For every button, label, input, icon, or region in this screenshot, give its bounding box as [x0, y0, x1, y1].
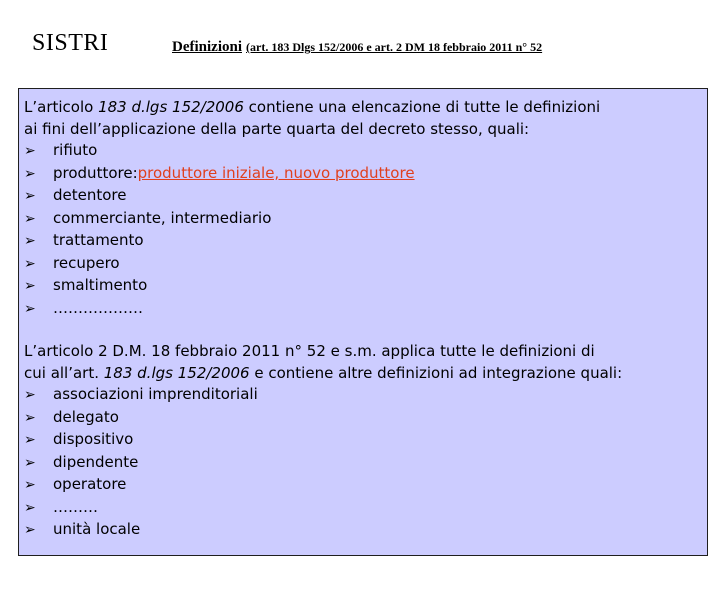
arrow-bullet-icon: ➢: [24, 255, 36, 272]
section-spacer: [24, 320, 707, 341]
list-item: [24, 519, 707, 542]
intro-text: e contiene altre definizioni ad integrazione quali:: [249, 363, 623, 382]
list-item: [24, 298, 707, 321]
arrow-bullet-icon: ➢: [24, 143, 36, 159]
item-text: ………………: [53, 298, 143, 317]
intro-text: cui all’art.: [24, 363, 104, 382]
list-item: [24, 163, 707, 186]
list-item: [24, 452, 707, 475]
arrow-bullet-icon: ➢: [24, 210, 36, 227]
page-title: [172, 38, 542, 56]
list-item: [24, 253, 707, 276]
item-text: operatore: [53, 475, 127, 493]
intro-text: ai fini dell’applicazione della parte quarta del decreto stesso, quali:: [24, 119, 530, 138]
arrow-bullet-icon: ➢: [24, 499, 36, 516]
law-reference: 183 d.lgs 152/2006: [98, 98, 244, 116]
arrow-bullet-icon: ➢: [24, 188, 36, 204]
item-text: produttore:: [53, 163, 138, 182]
item-text: trattamento: [53, 231, 144, 249]
arrow-bullet-icon: ➢: [24, 300, 36, 317]
item-text: rifiuto: [53, 141, 98, 159]
list-item: [24, 140, 707, 163]
item-text: commerciante, intermediario: [53, 208, 272, 227]
section2-intro: [24, 341, 707, 384]
list-item: [24, 384, 707, 407]
sistri-logo: SISTRI: [32, 30, 109, 56]
list-item: [24, 429, 707, 452]
arrow-bullet-icon: ➢: [24, 477, 36, 493]
arrow-bullet-icon: ➢: [24, 522, 36, 538]
arrow-bullet-icon: ➢: [24, 278, 36, 294]
intro-text: contiene una elencazione di tutte le definizioni: [243, 98, 601, 116]
law-reference: 183 d.lgs 152/2006: [103, 363, 250, 382]
arrow-bullet-icon: ➢: [24, 387, 36, 403]
item-text: delegato: [53, 407, 119, 426]
item-text: dipendente: [53, 452, 139, 471]
item-text: smaltimento: [53, 276, 148, 294]
title-main: Definizioni: [172, 39, 242, 55]
item-text: dispositivo: [53, 430, 134, 448]
item-text: detentore: [53, 186, 127, 204]
item-text: ………: [53, 497, 98, 516]
arrow-bullet-icon: ➢: [24, 454, 36, 471]
list-item: [24, 230, 707, 253]
intro-text: L’articolo 2 D.M. 18 febbraio 2011 n° 52 e s.m. applica tutte le definizioni di: [24, 342, 595, 360]
list-item: [24, 275, 707, 298]
title-subtitle: (art. 183 Dlgs 152/2006 e art. 2 DM 18 febbraio 2011 n° 52: [246, 40, 543, 54]
intro-text: L’articolo: [24, 98, 99, 116]
item-text: associazioni imprenditoriali: [53, 385, 258, 403]
list-item: [24, 185, 707, 208]
item-text: unità locale: [53, 520, 141, 538]
arrow-bullet-icon: ➢: [24, 233, 36, 249]
list-item: [24, 208, 707, 231]
arrow-bullet-icon: ➢: [24, 432, 36, 448]
produttore-link[interactable]: produttore iniziale, nuovo produttore: [137, 163, 415, 182]
list-item: [24, 497, 707, 520]
item-text: recupero: [53, 253, 120, 272]
definitions-panel: [18, 88, 708, 556]
list-item: [24, 407, 707, 430]
section1-intro: [24, 97, 707, 140]
list-item: [24, 474, 707, 497]
section2-list: [24, 384, 707, 542]
arrow-bullet-icon: ➢: [24, 409, 36, 426]
section1-list: [24, 140, 707, 320]
arrow-bullet-icon: ➢: [24, 165, 36, 182]
